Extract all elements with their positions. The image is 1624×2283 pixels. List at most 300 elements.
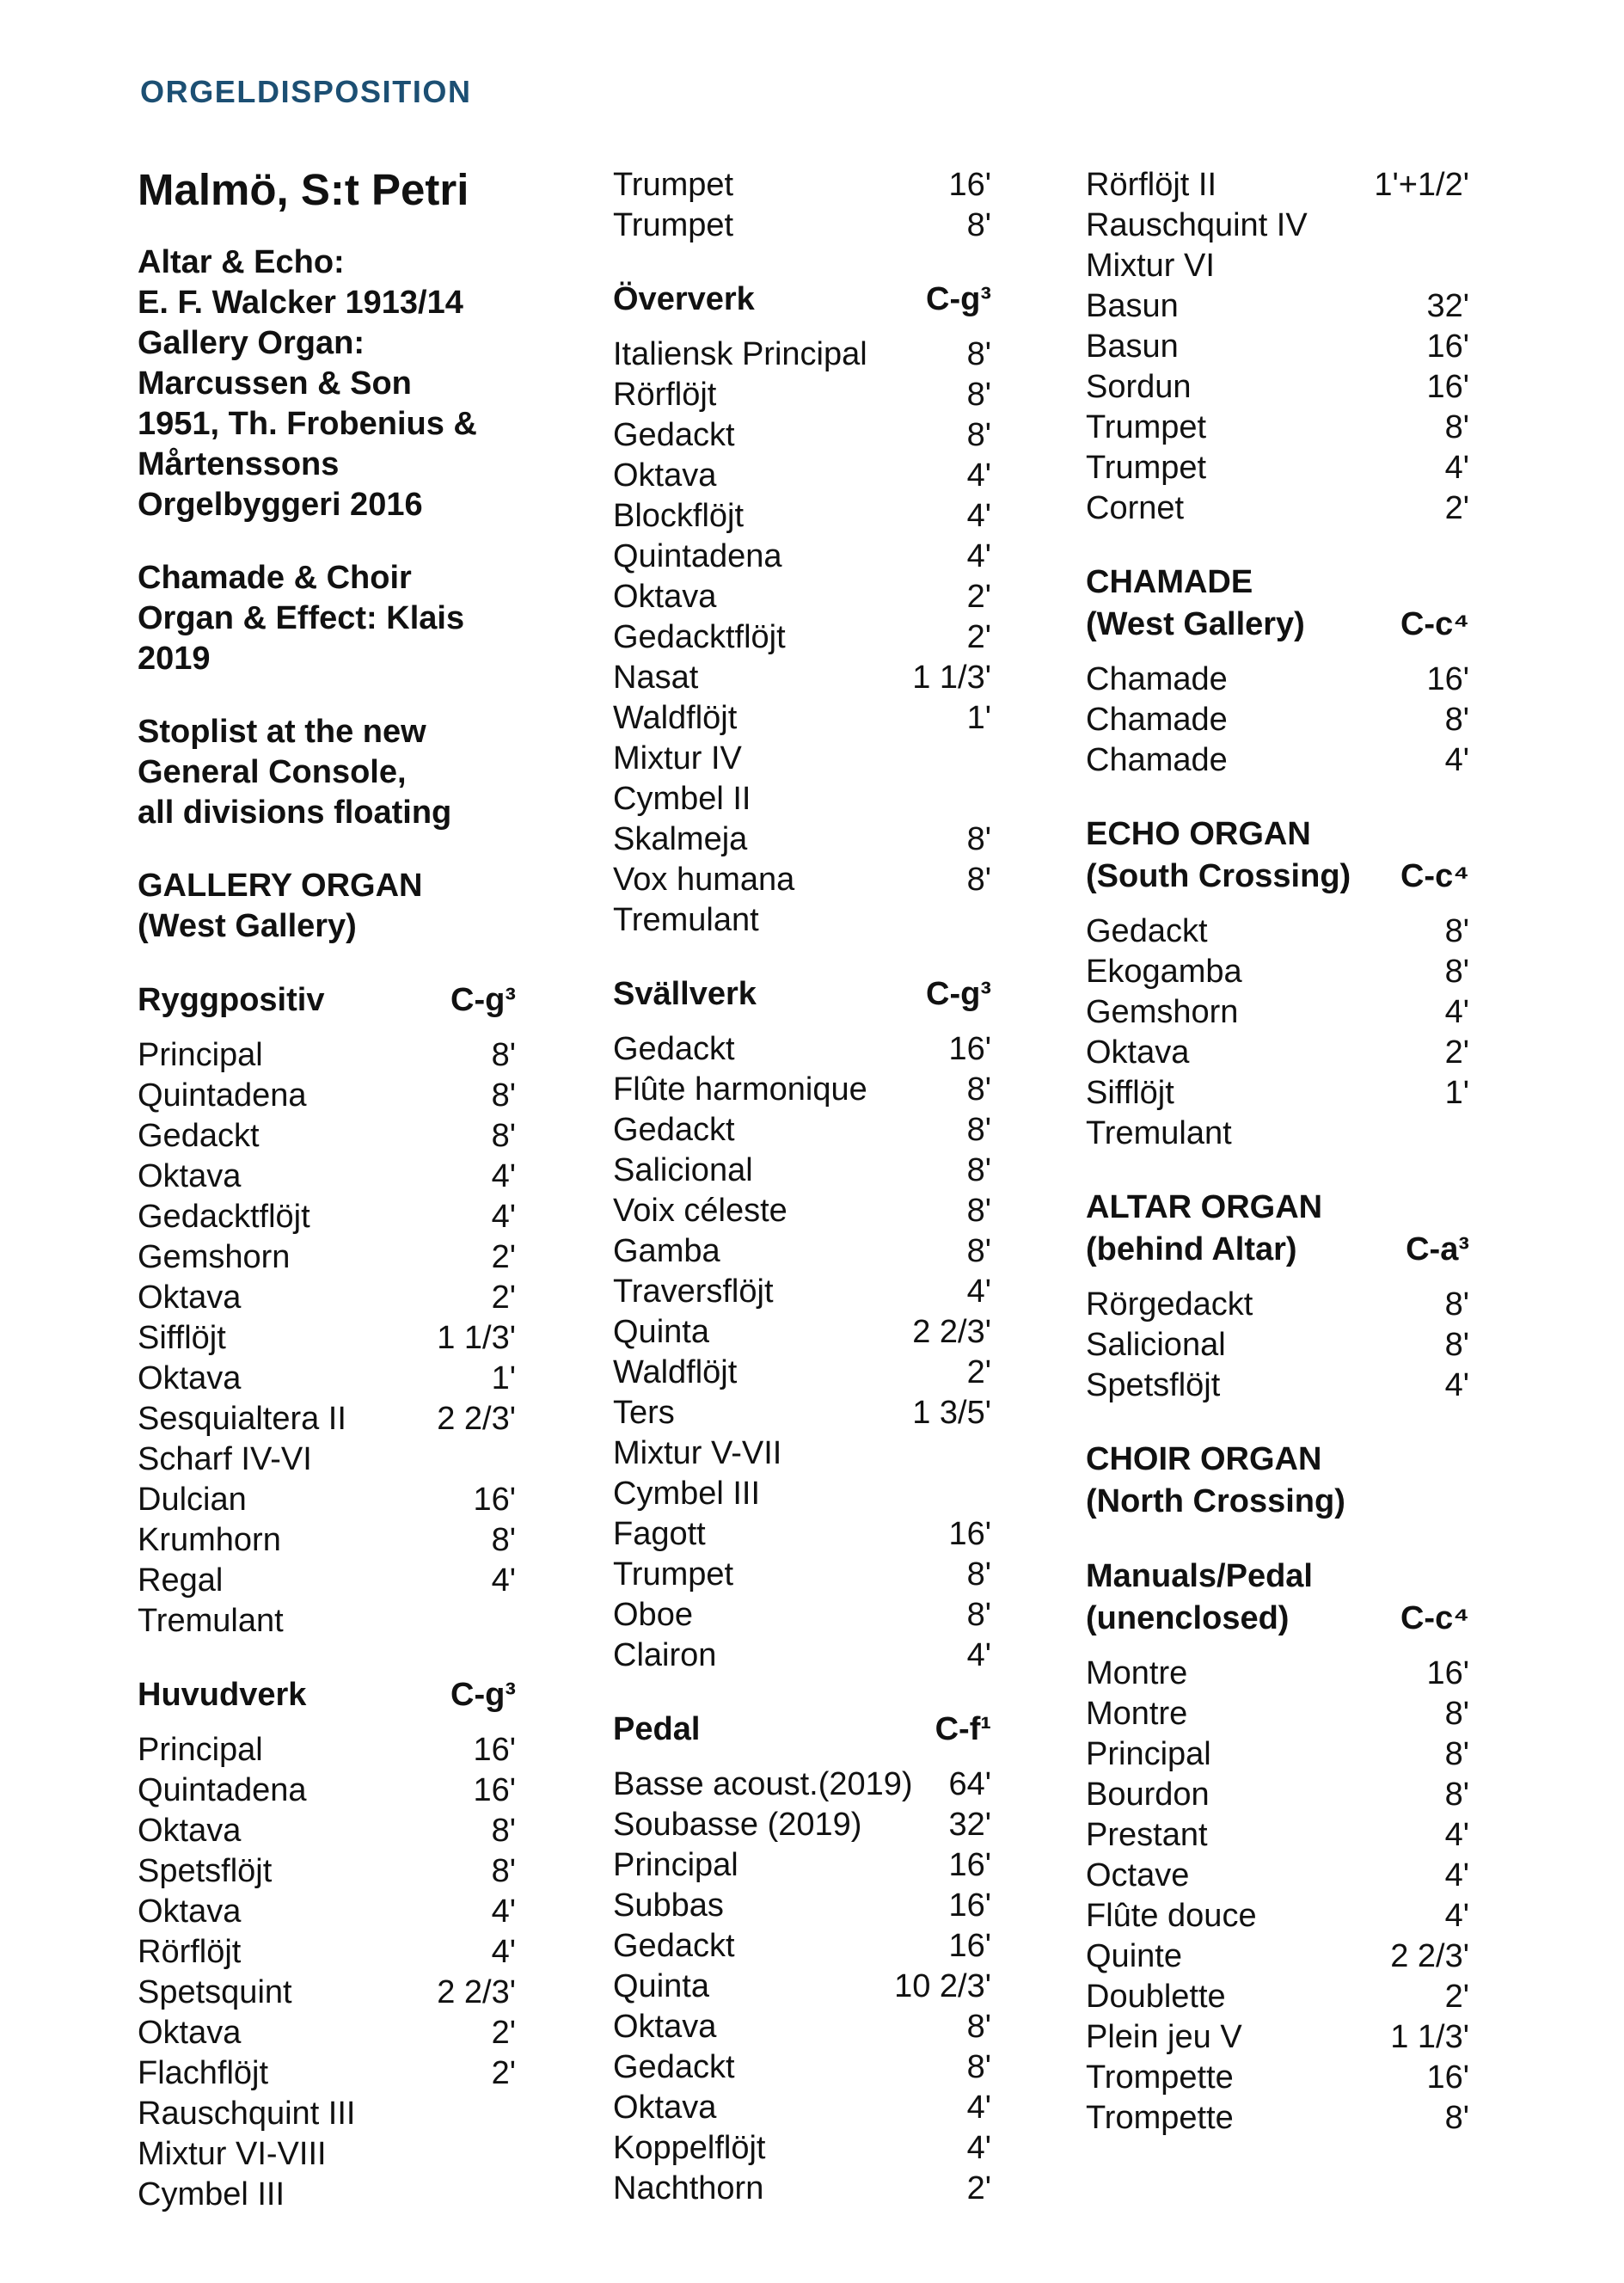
stop-row [1086,1033,1469,1073]
stop-pitch: 16' [1426,328,1469,365]
stop-pitch: 1 1/3' [912,660,991,696]
stop-name: Blockflöjt [613,498,745,534]
stop-name: Sifflöjt [138,1320,226,1356]
division-section [1086,813,1469,1154]
stop-row [613,617,991,658]
stop-row [613,2007,991,2047]
stop-name: Gamba [613,1233,720,1269]
stop-pitch: 2' [1444,490,1469,526]
document-header: ORGELDISPOSITION [140,74,472,109]
stop-pitch: 16' [948,1847,991,1883]
stop-name: Principal [613,1847,738,1883]
stop-pitch: 8' [1444,2100,1469,2136]
stop-name: Basse acoust.(2019) [613,1766,913,1802]
stop-pitch: 4' [966,2130,991,2166]
stop-pitch: 4' [1444,1367,1469,1403]
division-name-line: Huvudverk [138,1677,307,1713]
compass-range: C-c⁴ [1400,1600,1469,1636]
compass-range: C-g³ [450,982,516,1018]
stop-row [138,1561,516,1601]
stop-name: Scharf IV-VI [138,1441,312,1477]
stop-pitch: 4' [491,1199,516,1235]
compass-range: C-a³ [1406,1231,1469,1267]
stop-name: Gedackt [1086,913,1208,949]
stop-name: Nasat [613,660,699,696]
stop-name: Voix céleste [613,1193,787,1229]
stop-pitch: 2 2/3' [912,1314,991,1350]
stop-row [1086,1285,1469,1325]
stop-pitch: 2 2/3' [437,1974,516,2010]
stop-row [1086,206,1469,246]
stop-row [613,1433,991,1474]
stop-row [1086,700,1469,740]
division-name [138,1674,306,1716]
stop-name: Trumpet [613,1556,734,1593]
stop-row [613,860,991,900]
stop-pitch: 4' [966,1637,991,1673]
stop-name: Trompette [1086,2059,1234,2096]
stop-pitch: 1 1/3' [1390,2019,1469,2055]
stop-pitch: 8' [491,1037,516,1073]
note-line: Orgelbyggeri 2016 [138,487,423,523]
stop-pitch: 8' [1444,913,1469,949]
stop-row [613,2128,991,2169]
division-section [1086,165,1469,529]
stop-name: Rörflöjt [138,1934,242,1970]
stop-row [138,1480,516,1520]
stop-pitch: 8' [966,1152,991,1188]
stop-row [1086,1114,1469,1154]
stop-row [138,1237,516,1278]
stop-row [613,1926,991,1967]
stop-list [1086,1285,1469,1406]
stop-row [138,2094,516,2134]
stop-row [138,1359,516,1399]
stop-row [1086,1775,1469,1815]
division-name-line: Manuals/Pedal [1086,1558,1313,1594]
stop-name: Fagott [613,1516,706,1552]
notes [138,242,516,947]
compass-range: C-f¹ [935,1711,991,1747]
stop-row [613,165,991,206]
compass-range: C-g³ [926,281,991,317]
stop-row [613,819,991,860]
stop-name: Quinta [613,1968,709,2004]
stop-name: Salicional [613,1152,753,1188]
stop-pitch: 8' [491,1077,516,1114]
stop-name: Octave [1086,1857,1190,1893]
stop-row [613,1151,991,1191]
note-line: Chamade & Choir [138,560,412,596]
stop-name: Subbas [613,1887,724,1924]
division-heading [138,1674,516,1716]
stop-row [1086,1073,1469,1114]
stop-row [138,1932,516,1973]
note-block [138,242,516,525]
stop-row [613,415,991,456]
stop-row [613,456,991,496]
stop-pitch: 16' [1426,661,1469,697]
stop-pitch: 4' [966,2090,991,2126]
stop-row [1086,327,1469,367]
stop-name: Quintadena [613,538,782,574]
stop-pitch: 8' [491,1813,516,1849]
division-name-line: ECHO ORGAN [1086,816,1311,852]
stop-row [1086,740,1469,781]
division-section [1086,1187,1469,1406]
note-block [138,558,516,679]
stop-name: Doublette [1086,1979,1226,2015]
stop-name: Gedackt [613,2049,735,2085]
stop-name: Oktava [613,579,717,615]
stop-name: Gedacktflöjt [613,619,786,655]
division-name-line: (unenclosed) [1086,1600,1290,1636]
division-name [613,1709,700,1751]
stop-pitch: 4' [966,498,991,534]
stop-name: Rörgedackt [1086,1286,1253,1323]
note-line: (West Gallery) [138,908,357,944]
stop-pitch: 2' [966,1354,991,1390]
stop-row [1086,367,1469,408]
stop-pitch: 8' [1444,1696,1469,1732]
stop-name: Oktava [138,1893,242,1930]
note-block [138,712,516,833]
stop-row [613,1595,991,1636]
division-name-line: Öververk [613,281,755,317]
column-2-divisions [613,165,991,2209]
stop-row [613,537,991,577]
stop-row [1086,165,1469,206]
stop-row [138,1399,516,1439]
stop-name: Principal [138,1732,263,1768]
stop-pitch: 16' [948,1031,991,1067]
stop-name: Gemshorn [138,1239,291,1275]
stop-row [613,1764,991,1805]
stop-name: Rauschquint III [138,2096,356,2132]
stop-row [1086,1366,1469,1406]
division-section [1086,1439,1469,1523]
stop-pitch: 8' [1444,1286,1469,1323]
stop-pitch: 8' [491,1118,516,1154]
stop-name: Ekogamba [1086,954,1242,990]
stop-name: Koppelflöjt [613,2130,766,2166]
stop-pitch: 8' [966,377,991,413]
stop-row [1086,408,1469,448]
stop-row [1086,448,1469,488]
stop-name: Tremulant [138,1603,284,1639]
stop-name: Dulcian [138,1482,247,1518]
stop-pitch: 8' [1444,702,1469,738]
division-name-line: ALTAR ORGAN [1086,1189,1323,1225]
stop-row [1086,1856,1469,1896]
stop-pitch: 4' [966,1273,991,1310]
division-name [613,973,757,1016]
stop-name: Quinte [1086,1938,1182,1974]
division-name [613,279,755,321]
stop-row [613,577,991,617]
division-section [613,165,991,246]
stop-pitch: 1 3/5' [912,1395,991,1431]
column-1-divisions [138,979,516,2215]
division-name [1086,813,1351,898]
note-line: General Console, [138,754,407,790]
stop-name: Waldflöjt [613,700,738,736]
division-name [1086,1187,1322,1271]
stop-row [613,779,991,819]
stop-name: Bourdon [1086,1777,1210,1813]
stop-pitch: 16' [1426,369,1469,405]
stop-name: Spetsquint [138,1974,292,2010]
stop-row [138,1771,516,1811]
column-2 [613,165,991,2242]
division-section [138,979,516,1642]
stop-name: Oktava [138,1360,242,1396]
stop-name: Flûte douce [1086,1898,1257,1934]
stop-row [613,1272,991,1312]
stop-row [613,739,991,779]
stop-pitch: 8' [1444,954,1469,990]
stop-pitch: 1' [1444,1075,1469,1111]
division-name [1086,1439,1345,1523]
stop-row [138,2175,516,2215]
stop-row [1086,1734,1469,1775]
stop-name: Krumhorn [138,1522,281,1558]
stop-name: Tremulant [613,902,759,938]
stop-pitch: 16' [473,1482,516,1518]
stop-name: Oktava [138,2015,242,2051]
division-name [1086,562,1305,646]
compass-range: C-c⁴ [1400,606,1469,642]
stop-pitch: 16' [948,1887,991,1924]
stop-pitch: 8' [491,1853,516,1889]
note-block [138,866,516,947]
stop-pitch: 2' [491,2015,516,2051]
stop-name: Tremulant [1086,1115,1232,1151]
stop-name: Oktava [1086,1034,1190,1071]
stop-pitch: 8' [966,862,991,898]
stop-row [613,1474,991,1514]
stop-name: Principal [138,1037,263,1073]
stop-row [1086,286,1469,327]
stop-name: Cymbel III [138,2176,285,2212]
stop-pitch: 16' [948,1928,991,1964]
stop-list [613,165,991,246]
stop-name: Gedackt [138,1118,260,1154]
stop-pitch: 2 2/3' [1390,1938,1469,1974]
stop-name: Italiensk Principal [613,336,867,372]
stop-row [613,658,991,698]
stop-name: Ters [613,1395,675,1431]
stop-name: Sesquialtera II [138,1401,346,1437]
stop-row [138,1520,516,1561]
stop-name: Oktava [613,457,717,494]
note-line: GALLERY ORGAN [138,868,423,904]
division-heading [138,979,516,1022]
stop-pitch: 8' [966,1071,991,1108]
stop-pitch: 2' [491,1239,516,1275]
stop-row [613,375,991,415]
stop-row [613,1845,991,1886]
stop-pitch: 8' [966,1112,991,1148]
stop-row [138,1730,516,1771]
stop-pitch: 2' [966,2170,991,2206]
division-heading [1086,1187,1469,1271]
stop-row [1086,246,1469,286]
stop-name: Gedackt [613,1112,735,1148]
stop-name: Trumpet [613,207,734,243]
stop-name: Rörflöjt [613,377,717,413]
stop-row [613,1805,991,1845]
stop-pitch: 16' [948,1516,991,1552]
stop-row [138,1116,516,1157]
stop-name: Mixtur VI-VIII [138,2136,327,2172]
stop-row [613,1191,991,1231]
stop-row [138,1035,516,1076]
stop-pitch: 8' [966,336,991,372]
stop-name: Salicional [1086,1327,1226,1363]
compass-range: C-c⁴ [1400,858,1469,894]
stop-row [138,1892,516,1932]
stop-row [613,1070,991,1110]
stop-pitch: 8' [966,1233,991,1269]
stop-row [138,1197,516,1237]
stop-name: Oktava [138,1813,242,1849]
stop-name: Trumpet [613,167,734,203]
stop-name: Oktava [138,1280,242,1316]
compass-range: C-g³ [926,976,991,1012]
stop-pitch: 8' [1444,409,1469,445]
stop-pitch: 4' [1444,994,1469,1030]
stop-row [138,2134,516,2175]
stop-name: Rauschquint IV [1086,207,1308,243]
stop-list [613,334,991,941]
stop-pitch: 8' [491,1522,516,1558]
compass-range: C-g³ [450,1677,516,1713]
stop-row [1086,1325,1469,1366]
stop-pitch: 8' [966,2049,991,2085]
stop-name: Trumpet [1086,409,1207,445]
stop-row [613,1231,991,1272]
stop-pitch: 8' [966,1556,991,1593]
stop-name: Soubasse (2019) [613,1807,862,1843]
stop-list [138,1730,516,2215]
stop-name: Quintadena [138,1077,307,1114]
stop-row [138,1439,516,1480]
note-line: Marcussen & Son [138,365,412,402]
stop-name: Flachflöjt [138,2055,269,2091]
stop-row [138,1076,516,1116]
stop-pitch: 16' [473,1772,516,1808]
stop-row [613,1312,991,1353]
stop-name: Gemshorn [1086,994,1239,1030]
stop-pitch: 32' [1426,288,1469,324]
stop-name: Oktava [613,2009,717,2045]
stop-row [138,1973,516,2013]
stop-pitch: 8' [966,821,991,857]
stop-row [1086,1936,1469,1977]
stop-list [1086,660,1469,781]
stop-row [1086,2058,1469,2098]
stop-name: Oktava [138,1158,242,1194]
note-line: Gallery Organ: [138,325,365,361]
stop-pitch: 4' [1444,450,1469,486]
stop-name: Cymbel III [613,1476,761,1512]
stop-pitch: 16' [948,167,991,203]
stop-pitch: 4' [491,1158,516,1194]
division-heading [1086,1439,1469,1523]
stop-pitch: 8' [966,1193,991,1229]
stop-pitch: 1'+1/2' [1374,167,1469,203]
stop-pitch: 4' [491,1562,516,1599]
stop-name: Waldflöjt [613,1354,738,1390]
note-line: Altar & Echo: [138,244,345,280]
stop-row [613,334,991,375]
stop-row [138,1811,516,1851]
division-section [138,1674,516,2215]
note-line: Mårtenssons [138,446,340,482]
stop-row [613,1636,991,1676]
note-line: Organ & Effect: Klais [138,600,465,636]
division-name-line: Pedal [613,1711,701,1747]
stop-row [1086,992,1469,1033]
division-name-line: CHOIR ORGAN [1086,1441,1322,1477]
division-name-line: (West Gallery) [1086,606,1305,642]
stop-row [613,900,991,941]
stop-pitch: 2' [1444,1034,1469,1071]
note-line: 2019 [138,641,211,677]
stop-pitch: 16' [473,1732,516,1768]
stop-row [613,2047,991,2088]
stop-row [613,698,991,739]
stop-name: Mixtur V-VII [613,1435,782,1471]
stop-name: Gedackt [613,417,735,453]
stop-row [138,2013,516,2053]
stop-name: Sifflöjt [1086,1075,1174,1111]
stop-row [1086,2017,1469,2058]
stop-row [613,1110,991,1151]
stop-name: Spetsflöjt [1086,1367,1221,1403]
stop-name: Regal [138,1562,224,1599]
stop-pitch: 2' [491,1280,516,1316]
division-heading [613,973,991,1016]
stop-row [613,206,991,246]
stop-name: Gedackt [613,1928,735,1964]
stop-name: Prestant [1086,1817,1208,1853]
stop-pitch: 4' [491,1893,516,1930]
stop-pitch: 8' [966,417,991,453]
stop-name: Nachthorn [613,2170,764,2206]
stop-name: Vox humana [613,862,795,898]
stop-row [613,1886,991,1926]
division-name-line: CHAMADE [1086,564,1253,600]
stop-pitch: 10 2/3' [894,1968,991,2004]
note-line: 1951, Th. Frobenius & [138,406,477,442]
stop-pitch: 32' [948,1807,991,1843]
stop-row [613,1393,991,1433]
stop-row [1086,1694,1469,1734]
stop-name: Chamade [1086,742,1228,778]
stop-pitch: 1' [966,700,991,736]
note-line: all divisions floating [138,795,452,831]
division-heading [1086,813,1469,898]
stop-pitch: 4' [1444,1817,1469,1853]
stop-row [1086,1896,1469,1936]
stop-pitch: 8' [1444,1736,1469,1772]
stop-list [613,1029,991,1676]
stop-name: Clairon [613,1637,717,1673]
stop-name: Basun [1086,328,1179,365]
division-name [1086,1556,1313,1640]
